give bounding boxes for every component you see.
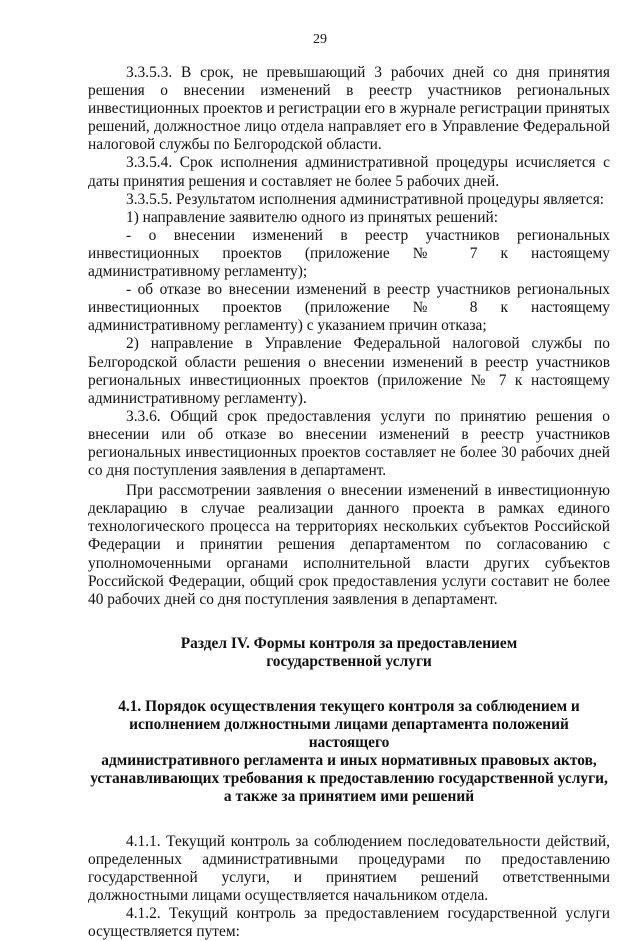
paragraph-3-3-5-4: 3.3.5.4. Срок исполнения административной процедуры исчисляется с даты принятия решения и составляет не более 5 рабочих дней. xyxy=(88,154,610,190)
section-heading-line: Раздел IV. Формы контроля за предоставлением xyxy=(180,634,518,652)
list-item-2: 2) направление в Управление Федеральной налоговой службы по Белгородской области решения о внесении изменений в реестр участников региональных инвестиционных проектов (приложение № 7 к настоящему административному регламенту). xyxy=(88,335,610,407)
paragraph-4-1-1: 4.1.1. Текущий контроль за соблюдением последовательности действий, определенных административными процедурами по предоставлению государственной услуги, и принятием решений ответственными должностными лицами осуществляется начальником отдела. xyxy=(88,832,610,904)
paragraph-4-1-2: 4.1.2. Текущий контроль за предоставлением государственной услуги осуществляется путем: xyxy=(88,904,610,941)
list-subitem-refuse: - об отказе во внесении изменений в реестр участников региональных инвестиционных проектов (приложение № 8 к настоящему административному регламенту) с указанием причин отказа; xyxy=(88,281,610,335)
subsection-heading-line: исполнением должностными лицами департамента положений настоящего xyxy=(129,716,569,752)
paragraph-3-3-5-5: 3.3.5.5. Результатом исполнения административной процедуры является: xyxy=(126,190,605,208)
page-number: 29 xyxy=(313,32,327,47)
paragraph-3-3-6: 3.3.6. Общий срок предоставления услуги по принятию решения о внесении или об отказе во внесении изменений в реестр участников региональных инвестиционных проектов составляет не более 30 рабочих дней со дня поступления заявления в департамент. xyxy=(88,407,610,480)
section-heading xyxy=(88,635,610,671)
subsection-heading xyxy=(88,698,610,807)
paragraph-investment-declaration: При рассмотрении заявления о внесении изменений в инвестиционную декларацию в случае реализации данного проекта в рамках единого технологического процесса на территориях нескольких субъектов Российской Федерации и принятии решения департаментом по согласованию с уполномоченными органами исполнительной власти других субъектов Российской Федерации, общий срок предоставления услуги составит не более 40 рабочих дней со дня поступления заявления в департамент. xyxy=(88,482,610,608)
subsection-heading-line: 4.1. Порядок осуществления текущего контроля за соблюдением и xyxy=(118,698,580,715)
list-item-1: 1) направление заявителю одного из принятых решений: xyxy=(126,208,499,226)
section-heading-line: государственной услуги xyxy=(266,652,432,670)
list-subitem-include: - о внесении изменений в реестр участников региональных инвестиционных проектов (приложение № 7 к настоящему административному регламенту); xyxy=(88,226,610,281)
subsection-heading-line: устанавливающих требования к предоставлению государственной услуги, xyxy=(90,770,608,788)
subsection-heading-line: а также за принятием ими решений xyxy=(223,788,475,806)
subsection-heading-line: административного регламента и иных нормативных правовых актов, xyxy=(101,752,597,770)
paragraph-3-3-5-3: 3.3.5.3. В срок, не превышающий 3 рабочих дней со дня принятия решения о внесении изменений в реестр участников региональных инвестиционных проектов и регистрации его в журнале регистрации принятых решений, должностное лицо отдела направляет его в Управление Федеральной налоговой службы по Белгородской области. xyxy=(88,64,610,154)
page-content xyxy=(88,64,610,941)
